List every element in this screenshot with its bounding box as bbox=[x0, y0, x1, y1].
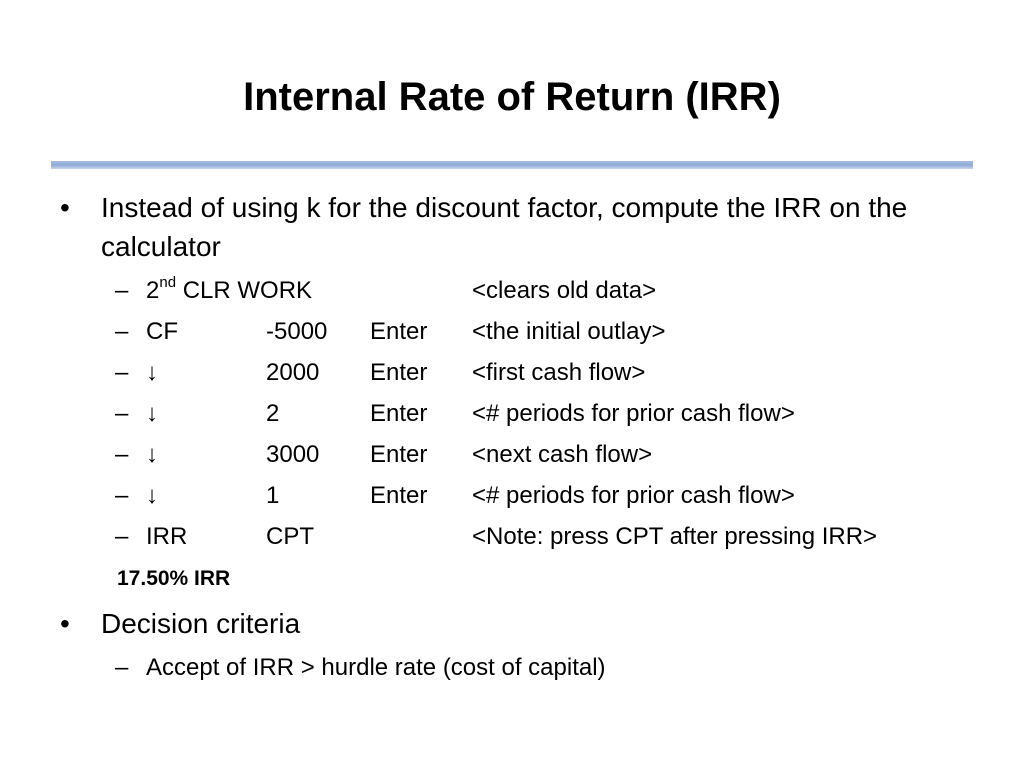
title-divider bbox=[51, 161, 973, 169]
dash-marker: – bbox=[115, 441, 129, 468]
down-arrow-icon: ↓ bbox=[146, 400, 158, 427]
bullet-marker: • bbox=[60, 608, 70, 639]
dash-marker: – bbox=[115, 523, 129, 550]
step-action: Enter bbox=[370, 318, 428, 345]
step-note: <Note: press CPT after pressing IRR> bbox=[472, 523, 878, 550]
dash-marker: – bbox=[115, 654, 129, 681]
dash-marker: – bbox=[115, 277, 129, 304]
down-arrow-icon: ↓ bbox=[146, 441, 158, 468]
step-value: 1 bbox=[266, 482, 280, 509]
dash-marker: – bbox=[115, 318, 129, 345]
bullet-text: Decision criteria bbox=[101, 608, 301, 639]
down-arrow-icon: ↓ bbox=[146, 359, 158, 386]
bullet-text: Instead of using k for the discount factor, compute the IRR on the calculator bbox=[101, 192, 908, 262]
ordinal-suffix: nd bbox=[159, 274, 177, 291]
dash-marker: – bbox=[115, 359, 129, 386]
step-note: <next cash flow> bbox=[472, 441, 653, 468]
dash-marker: – bbox=[115, 400, 129, 427]
step-note: <clears old data> bbox=[472, 277, 657, 304]
step-key: 2nd CLR WORK bbox=[146, 274, 313, 304]
step-key: CF bbox=[146, 318, 178, 345]
bullet-item bbox=[60, 604, 961, 643]
step-note: <# periods for prior cash flow> bbox=[472, 482, 795, 509]
step-value: 2 bbox=[266, 400, 280, 427]
bullet-item bbox=[60, 188, 961, 266]
down-arrow-icon: ↓ bbox=[146, 482, 158, 509]
criteria-text: Accept of IRR > hurdle rate (cost of capital) bbox=[146, 654, 606, 681]
step-key: IRR bbox=[146, 523, 188, 550]
step-action: Enter bbox=[370, 482, 428, 509]
step-action: Enter bbox=[370, 359, 428, 386]
step-note: <# periods for prior cash flow> bbox=[472, 400, 795, 427]
step-action: Enter bbox=[370, 441, 428, 468]
step-value: -5000 bbox=[266, 318, 328, 345]
step-value: 3000 bbox=[266, 441, 320, 468]
step-note: <the initial outlay> bbox=[472, 318, 666, 345]
step-value: CPT bbox=[266, 523, 314, 550]
step-note: <first cash flow> bbox=[472, 359, 646, 386]
irr-result: 17.50% IRR bbox=[117, 567, 231, 590]
step-value: 2000 bbox=[266, 359, 320, 386]
bullet-marker: • bbox=[60, 192, 70, 223]
dash-marker: – bbox=[115, 482, 129, 509]
slide-title: Internal Rate of Return (IRR) bbox=[243, 75, 781, 119]
step-action: Enter bbox=[370, 400, 428, 427]
